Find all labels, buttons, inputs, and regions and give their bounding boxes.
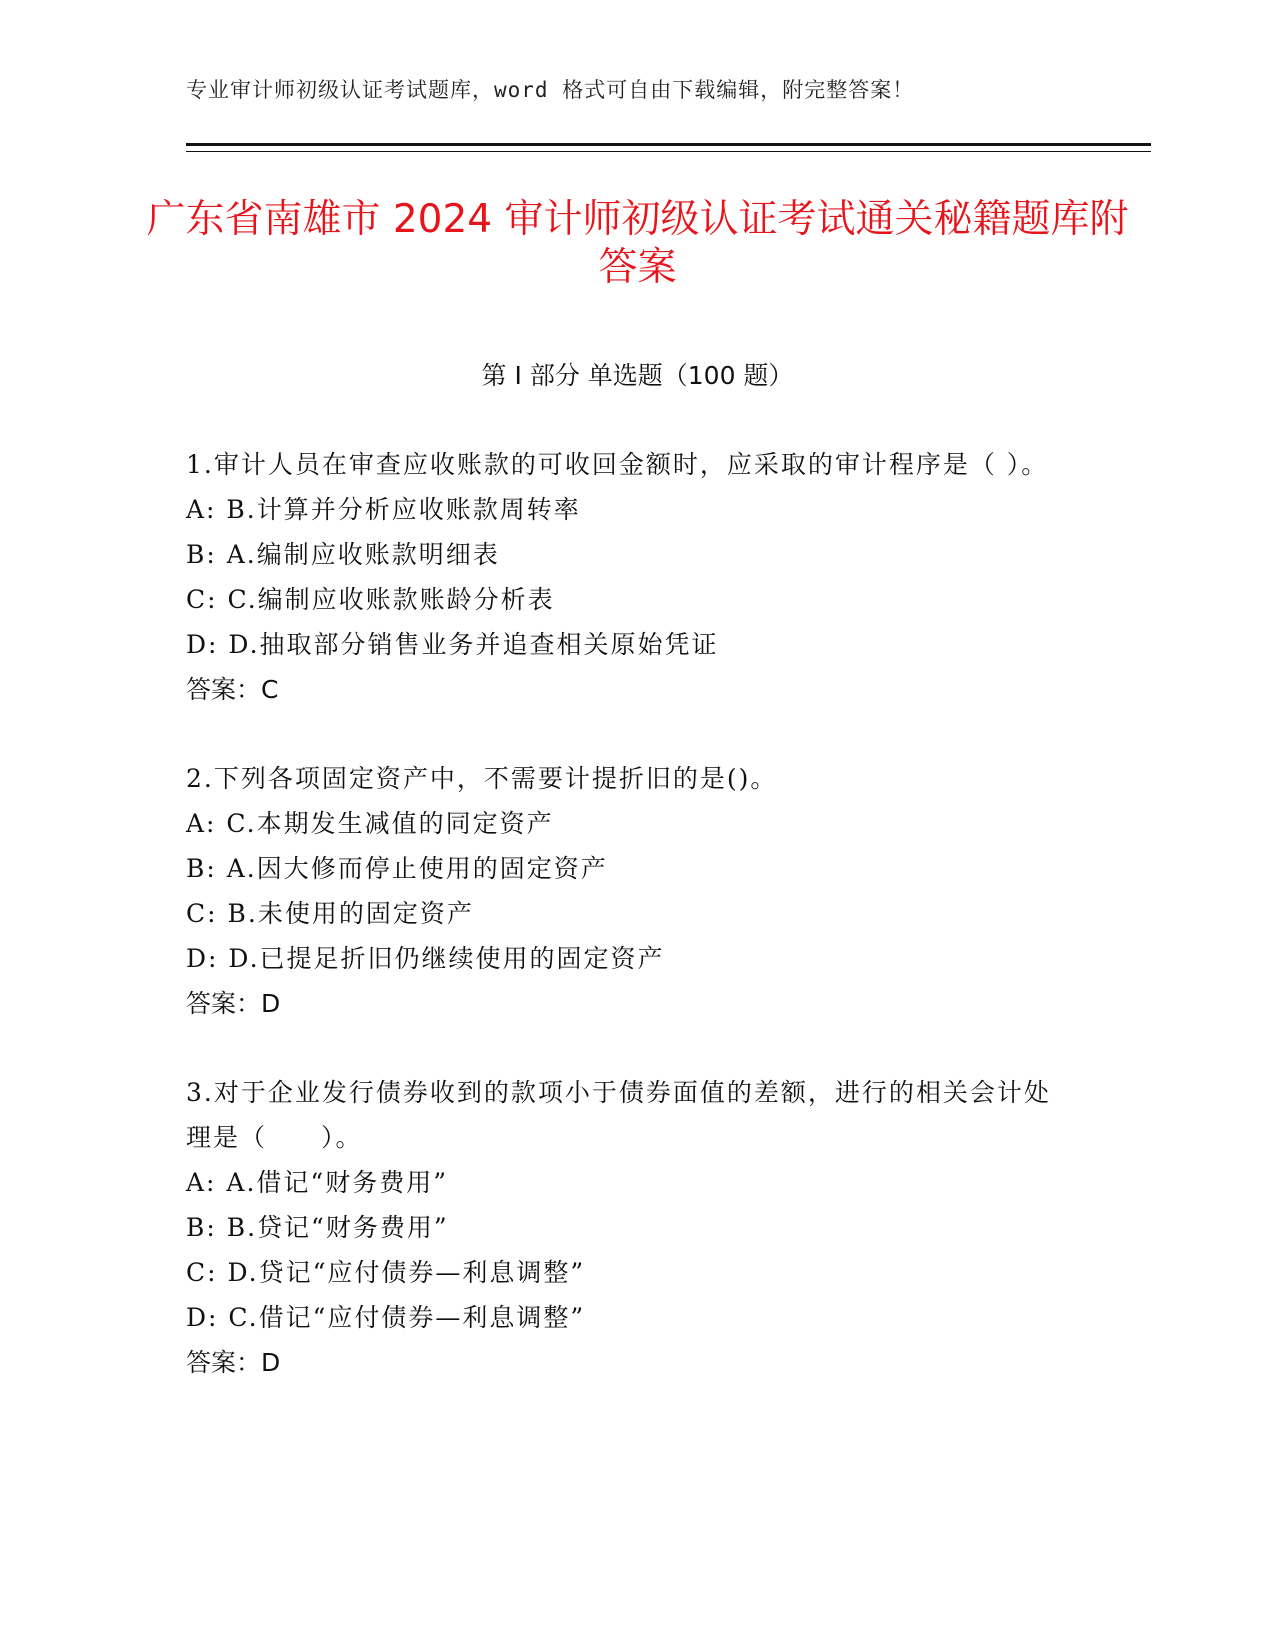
question-2 xyxy=(186,756,1071,1026)
question-list xyxy=(186,442,1071,1429)
option-b: B: A.因大修而停止使用的固定资产 xyxy=(186,854,608,883)
question-stem: 3.对于企业发行债券收到的款项小于债券面值的差额，进行的相关会计处理是（ ）。 xyxy=(186,1078,1051,1152)
question-3 xyxy=(186,1070,1071,1385)
option-d: D: D.抽取部分销售业务并追查相关原始凭证 xyxy=(186,630,719,659)
answer: 答案：D xyxy=(186,989,281,1018)
question-stem: 2.下列各项固定资产中，不需要计提折旧的是()。 xyxy=(186,764,778,793)
option-a: A: A.借记“财务费用” xyxy=(186,1168,448,1197)
header-note: 专业审计师初级认证考试题库，word 格式可自由下载编辑，附完整答案！ xyxy=(186,78,915,102)
option-c: C: D.贷记“应付债券—利息调整” xyxy=(186,1258,586,1287)
answer: 答案：C xyxy=(186,675,279,704)
header-rule-thin xyxy=(186,151,1151,152)
option-a: A: B.计算并分析应收账款周转率 xyxy=(186,495,581,524)
option-b: B: B.贷记“财务费用” xyxy=(186,1213,449,1242)
option-d: D: D.已提足折旧仍继续使用的固定资产 xyxy=(186,944,665,973)
option-a: A: C.本期发生减值的同定资产 xyxy=(186,809,554,838)
option-c: C: B.未使用的固定资产 xyxy=(186,899,474,928)
question-stem: 1.审计人员在审查应收账款的可收回金额时，应采取的审计程序是（ ）。 xyxy=(186,450,1049,479)
option-c: C: C.编制应收账款账龄分析表 xyxy=(186,585,555,614)
option-d: D: C.借记“应付债券—利息调整” xyxy=(186,1303,586,1332)
answer: 答案：D xyxy=(186,1348,281,1377)
header-rule-thick xyxy=(186,143,1151,146)
document-title: 广东省南雄市 2024 审计师初级认证考试通关秘籍题库附答案 xyxy=(146,197,1129,290)
question-1 xyxy=(186,442,1071,712)
section-heading: 第 I 部分 单选题（100 题） xyxy=(481,361,794,390)
option-b: B: A.编制应收账款明细表 xyxy=(186,540,500,569)
